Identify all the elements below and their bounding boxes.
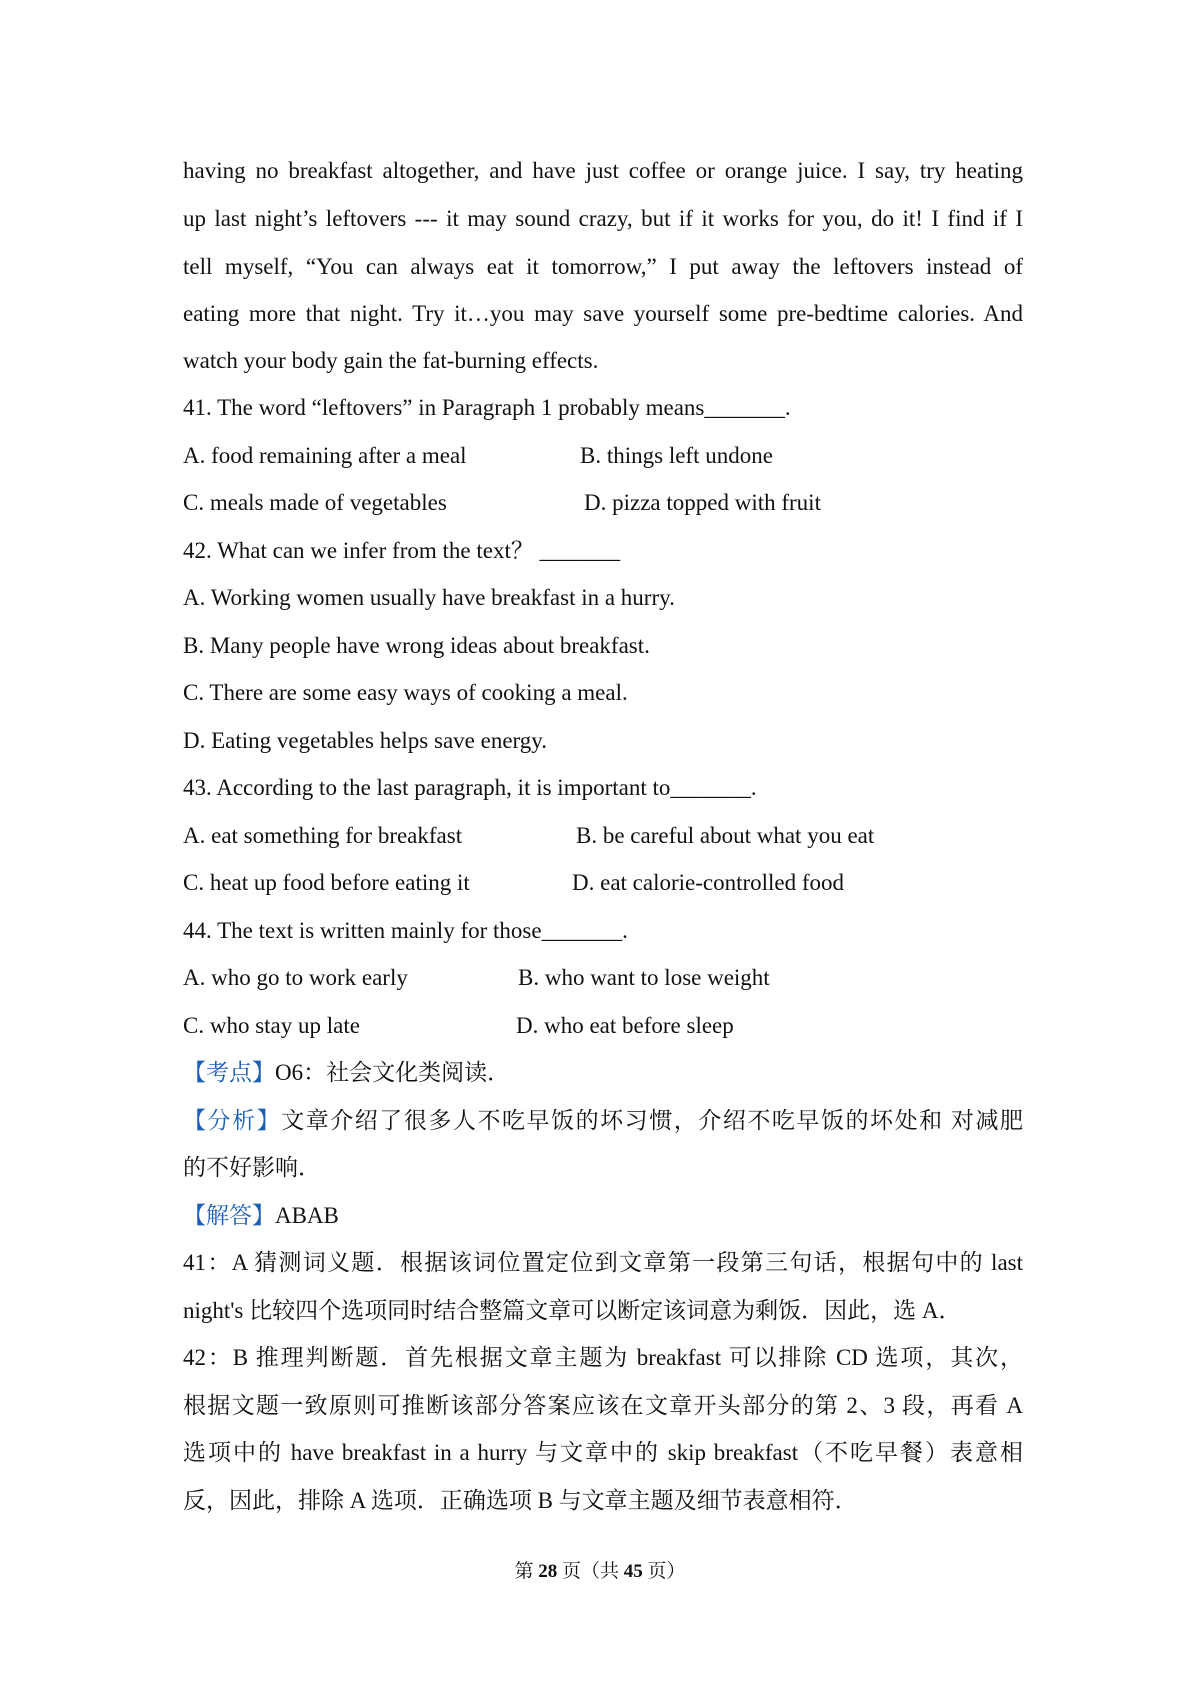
passage-line: eating more that night. Try it…you may save yourself some pre-bedtime calories. And [183,301,1023,326]
passage-line: having no breakfast altogether, and have just coffee or orange juice. I say, try heating [183,158,1023,183]
question-41-option-b: B. things left undone [580,443,773,468]
kaodian-tag: 【考点】 [183,1060,275,1085]
fenxi-text: 文章介绍了很多人不吃早饭的坏习惯，介绍不吃早饭的坏处和 对减肥 [281,1108,1024,1133]
question-44-option-a: A. who go to work early [183,965,408,990]
fenxi-line-2: 的不好影响． [183,1155,321,1180]
question-44-option-b: B. who want to lose weight [518,965,770,990]
explanation-line: 根据文题一致原则可推断该部分答案应该在文章开头部分的第 2、3 段，再看 A [183,1393,1023,1418]
footer-suffix: 页） [647,1561,686,1582]
jieda-tag: 【解答】 [183,1203,275,1228]
kaodian-text: O6：社会文化类阅读． [275,1060,511,1085]
question-42-option-c: C. There are some easy ways of cooking a meal. [183,680,628,705]
question-41-option-c: C. meals made of vegetables [183,490,447,515]
footer-middle: 页（共 [561,1561,619,1582]
question-44-option-c: C. who stay up late [183,1013,360,1038]
question-44-option-d: D. who eat before sleep [516,1013,734,1038]
question-43-stem: 43. According to the last paragraph, it is important to_______. [183,775,757,800]
question-41-stem: 41. The word “leftovers” in Paragraph 1 probably means_______. [183,395,791,420]
jieda-line [183,1201,1023,1231]
passage-line: watch your body gain the fat-burning effects. [183,348,599,373]
question-43-option-d: D. eat calorie-controlled food [572,870,845,895]
explanation-line: 反，因此，排除 A 选项．正确选项 B 与文章主题及细节表意相符． [183,1488,858,1513]
footer-total-pages: 45 [623,1561,643,1582]
jieda-text: ABAB [275,1203,339,1228]
question-42-option-d: D. Eating vegetables helps save energy. [183,728,548,753]
question-43-option-b: B. be careful about what you eat [576,823,875,848]
question-43-option-c: C. heat up food before eating it [183,870,470,895]
question-44-stem: 44. The text is written mainly for those_______. [183,918,628,943]
explanation-line: 42：B 推理判断题．首先根据文章主题为 breakfast 可以排除 CD 选项，其次， [183,1345,1023,1370]
question-42-option-b: B. Many people have wrong ideas about breakfast. [183,633,650,658]
explanation-line: night's 比较四个选项同时结合整篇文章可以断定该词意为剩饭．因此，选 A． [183,1298,962,1323]
question-42-stem: 42. What can we infer from the text？ _______ [183,538,621,563]
fenxi-line [183,1106,1023,1136]
footer-prefix: 第 [514,1561,534,1582]
passage-line: tell myself, “You can always eat it tomorrow,” I put away the leftovers instead of [183,254,1023,279]
kaodian-line [183,1058,1023,1088]
fenxi-tag: 【分析】 [183,1108,282,1133]
explanation-line: 41：A 猜测词义题．根据该词位置定位到文章第一段第三句话，根据句中的 last [183,1250,1023,1275]
footer-page-number: 28 [538,1561,558,1582]
explanation-line: 选项中的 have breakfast in a hurry 与文章中的 skip breakfast（不吃早餐）表意相 [183,1440,1023,1465]
question-41-option-a: A. food remaining after a meal [183,443,467,468]
question-42-option-a: A. Working women usually have breakfast in a hurry. [183,585,675,610]
page-footer [0,1560,1200,1584]
passage-line: up last night’s leftovers --- it may sound crazy, but if it works for you, do it! I find if I [183,206,1023,231]
question-43-option-a: A. eat something for breakfast [183,823,463,848]
question-41-option-d: D. pizza topped with fruit [584,490,821,515]
